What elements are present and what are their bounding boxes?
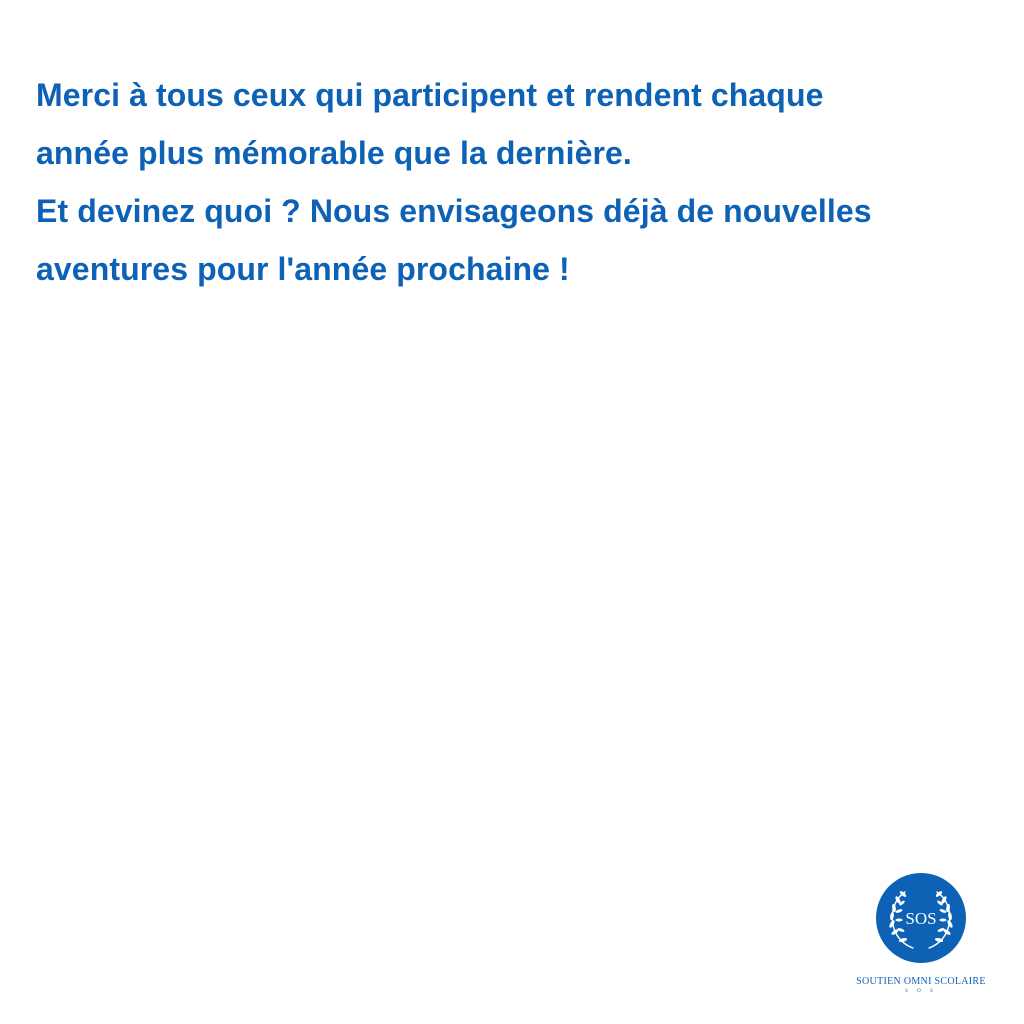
laurel-wreath-icon: [875, 872, 967, 964]
message-line: Et devinez quoi ? Nous envisageons déjà de nouvelles: [36, 193, 872, 229]
logo-initials: SOS: [905, 909, 937, 928]
logo-subcaption: S O S: [905, 989, 937, 994]
sos-logo: [845, 872, 997, 1002]
message-text: [36, 66, 996, 298]
logo-caption: SOUTIEN OMNI SCOLAIRE: [856, 976, 986, 987]
message-line: aventures pour l'année prochaine !: [36, 251, 570, 287]
message-line: Merci à tous ceux qui participent et rendent chaque: [36, 77, 824, 113]
message-line: année plus mémorable que la dernière.: [36, 135, 632, 171]
